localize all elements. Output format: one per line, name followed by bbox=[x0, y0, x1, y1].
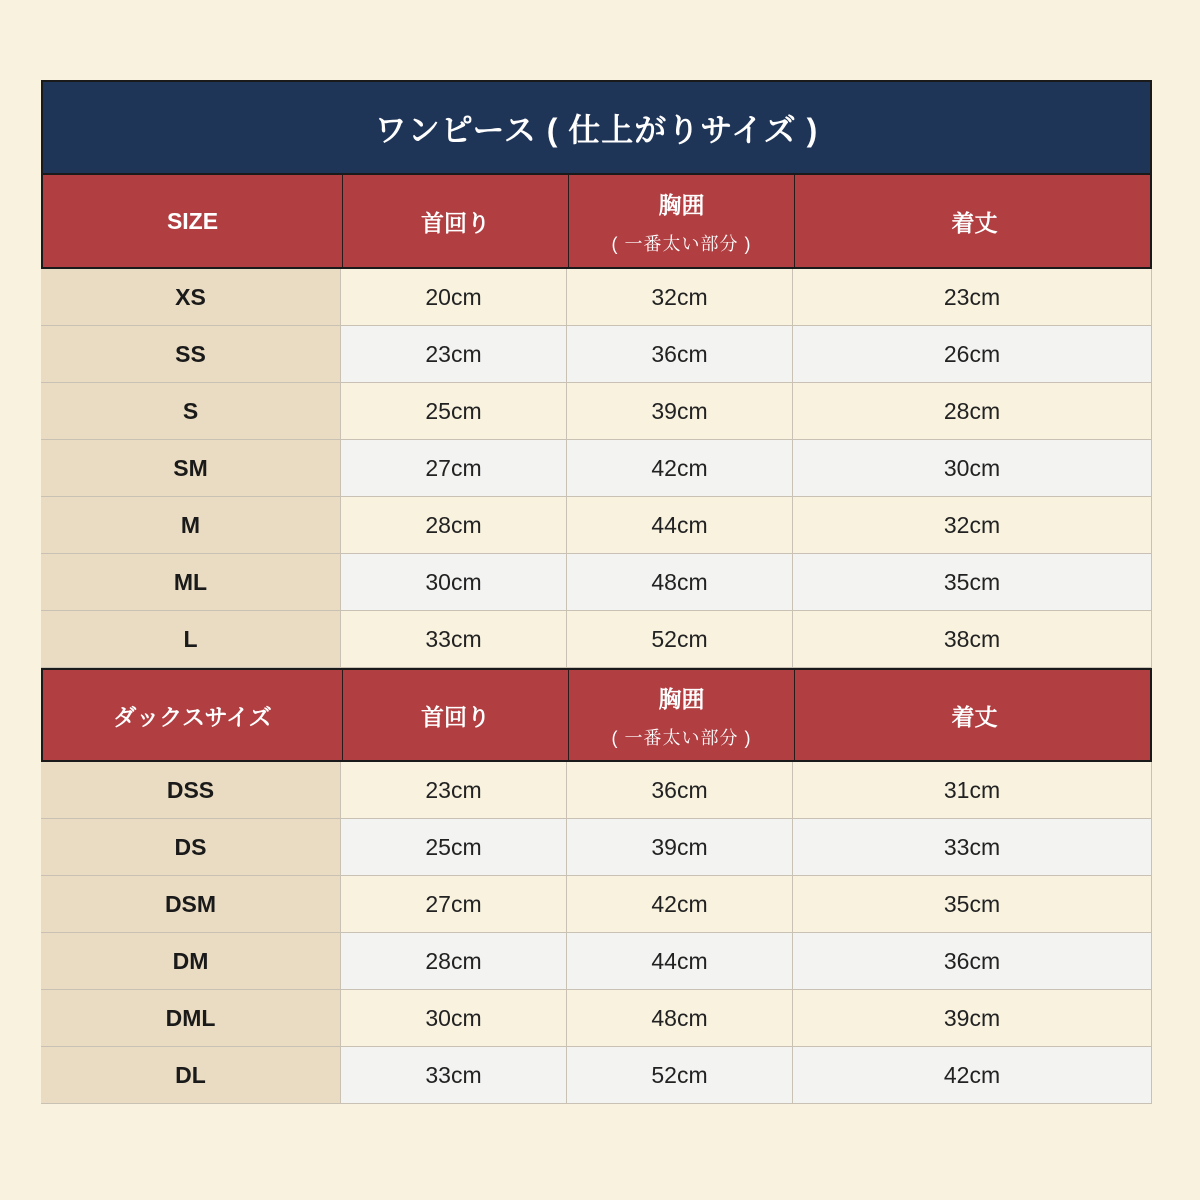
length-cell: 36cm bbox=[793, 933, 1152, 989]
table2-header-row bbox=[41, 668, 1152, 762]
chest-cell: 48cm bbox=[567, 554, 793, 610]
size-cell: DSS bbox=[41, 762, 341, 818]
header-size bbox=[43, 175, 343, 267]
size-cell: DML bbox=[41, 990, 341, 1046]
size-cell: DL bbox=[41, 1047, 341, 1103]
table-row bbox=[41, 326, 1152, 383]
neck-cell: 28cm bbox=[341, 497, 567, 553]
neck-cell: 25cm bbox=[341, 383, 567, 439]
header-neck bbox=[343, 670, 569, 760]
neck-cell: 33cm bbox=[341, 611, 567, 667]
size-chart bbox=[41, 80, 1152, 1104]
table-row bbox=[41, 1047, 1152, 1104]
size-cell: L bbox=[41, 611, 341, 667]
header-length-label: 着丈 bbox=[951, 209, 998, 236]
neck-cell: 28cm bbox=[341, 933, 567, 989]
size-cell: SM bbox=[41, 440, 341, 496]
table-row bbox=[41, 383, 1152, 440]
chest-cell: 39cm bbox=[567, 819, 793, 875]
neck-cell: 33cm bbox=[341, 1047, 567, 1103]
header-chest bbox=[569, 175, 795, 267]
size-cell: ML bbox=[41, 554, 341, 610]
chest-cell: 44cm bbox=[567, 497, 793, 553]
header-dachshund-size bbox=[43, 670, 343, 760]
length-cell: 35cm bbox=[793, 554, 1152, 610]
length-cell: 30cm bbox=[793, 440, 1152, 496]
length-cell: 38cm bbox=[793, 611, 1152, 667]
header-length bbox=[795, 670, 1154, 760]
chest-cell: 48cm bbox=[567, 990, 793, 1046]
chest-cell: 39cm bbox=[567, 383, 793, 439]
chest-cell: 52cm bbox=[567, 611, 793, 667]
chest-cell: 44cm bbox=[567, 933, 793, 989]
header-neck-label: 首回り bbox=[421, 703, 490, 730]
size-cell: SS bbox=[41, 326, 341, 382]
neck-cell: 20cm bbox=[341, 269, 567, 325]
neck-cell: 23cm bbox=[341, 762, 567, 818]
header-neck bbox=[343, 175, 569, 267]
header-chest-label: 胸囲 bbox=[658, 685, 705, 712]
table1-header-row bbox=[41, 175, 1152, 269]
header-chest-label: 胸囲 bbox=[658, 191, 705, 218]
header-neck-label: 首回り bbox=[421, 209, 490, 236]
table-row bbox=[41, 554, 1152, 611]
neck-cell: 27cm bbox=[341, 440, 567, 496]
table-row bbox=[41, 819, 1152, 876]
length-cell: 23cm bbox=[793, 269, 1152, 325]
table-row bbox=[41, 762, 1152, 819]
header-chest-note: ( 一番太い部分 ) bbox=[611, 727, 752, 748]
header-length bbox=[795, 175, 1154, 267]
length-cell: 31cm bbox=[793, 762, 1152, 818]
header-chest-note: ( 一番太い部分 ) bbox=[611, 233, 752, 254]
length-cell: 28cm bbox=[793, 383, 1152, 439]
table-row bbox=[41, 990, 1152, 1047]
size-cell: DS bbox=[41, 819, 341, 875]
size-cell: XS bbox=[41, 269, 341, 325]
chest-cell: 42cm bbox=[567, 876, 793, 932]
chest-cell: 32cm bbox=[567, 269, 793, 325]
size-cell: DM bbox=[41, 933, 341, 989]
neck-cell: 30cm bbox=[341, 554, 567, 610]
size-cell: DSM bbox=[41, 876, 341, 932]
length-cell: 39cm bbox=[793, 990, 1152, 1046]
neck-cell: 27cm bbox=[341, 876, 567, 932]
header-size-label: SIZE bbox=[166, 207, 219, 234]
neck-cell: 25cm bbox=[341, 819, 567, 875]
header-size-label: ダックスサイズ bbox=[113, 703, 272, 730]
neck-cell: 23cm bbox=[341, 326, 567, 382]
length-cell: 32cm bbox=[793, 497, 1152, 553]
length-cell: 33cm bbox=[793, 819, 1152, 875]
table1-body bbox=[41, 269, 1152, 668]
table-row bbox=[41, 611, 1152, 668]
length-cell: 26cm bbox=[793, 326, 1152, 382]
length-cell: 42cm bbox=[793, 1047, 1152, 1103]
chest-cell: 36cm bbox=[567, 326, 793, 382]
header-length-label: 着丈 bbox=[951, 703, 998, 730]
size-cell: M bbox=[41, 497, 341, 553]
table-row bbox=[41, 269, 1152, 326]
chest-cell: 36cm bbox=[567, 762, 793, 818]
table-row bbox=[41, 876, 1152, 933]
table-row bbox=[41, 440, 1152, 497]
table-row bbox=[41, 497, 1152, 554]
length-cell: 35cm bbox=[793, 876, 1152, 932]
neck-cell: 30cm bbox=[341, 990, 567, 1046]
chest-cell: 52cm bbox=[567, 1047, 793, 1103]
size-cell: S bbox=[41, 383, 341, 439]
chest-cell: 42cm bbox=[567, 440, 793, 496]
chart-title: ワンピース ( 仕上がりサイズ ) bbox=[41, 80, 1152, 175]
table2-body bbox=[41, 762, 1152, 1104]
table-row bbox=[41, 933, 1152, 990]
header-chest bbox=[569, 670, 795, 760]
